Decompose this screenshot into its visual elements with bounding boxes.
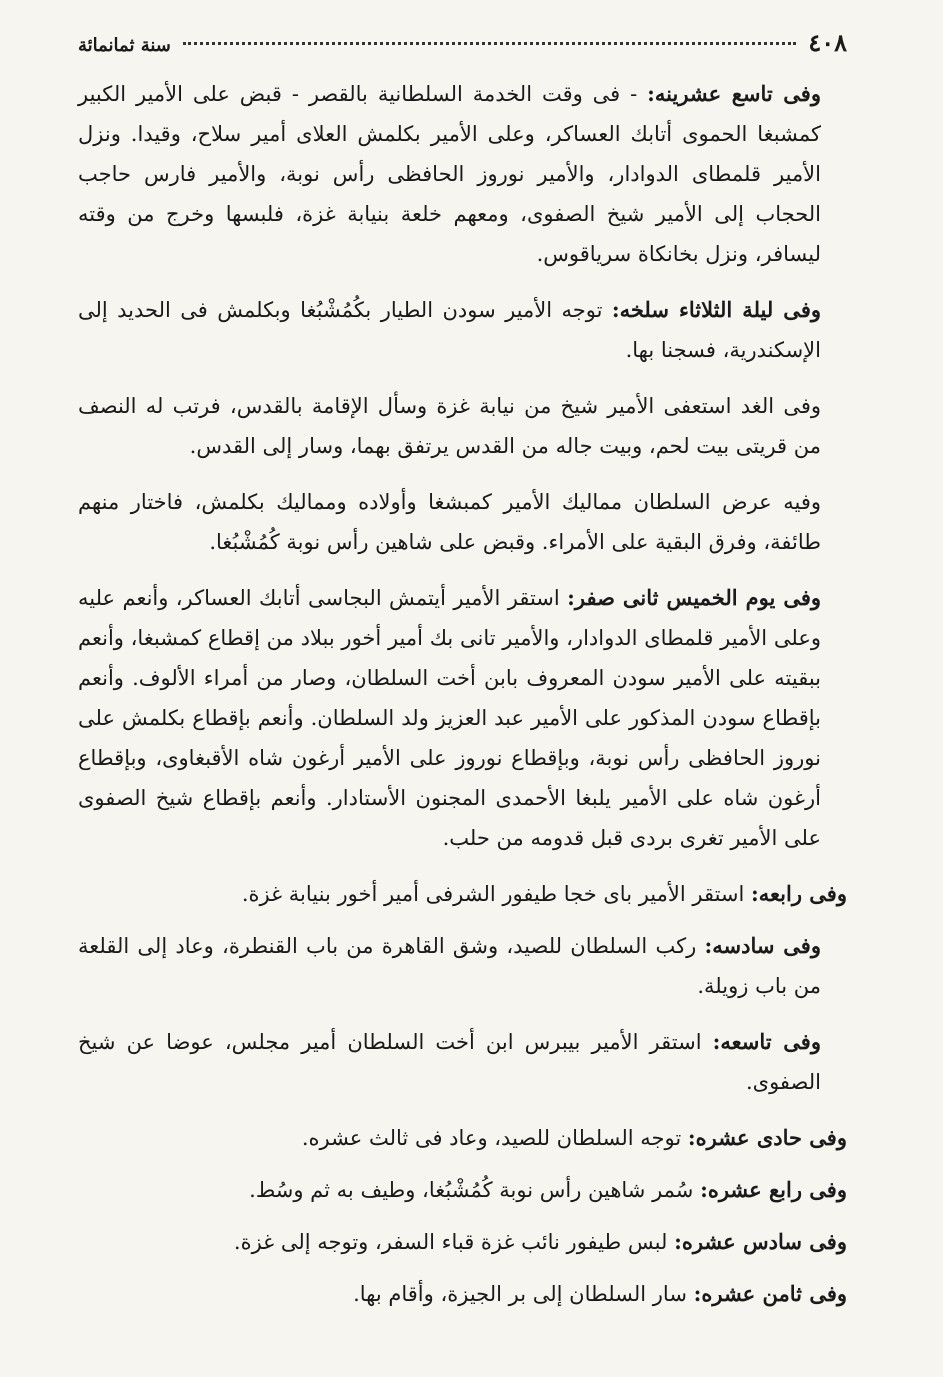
paragraph-entry-7 — [78, 926, 847, 1006]
entry-date-heading: وفى ثامن عشره: — [693, 1281, 847, 1306]
running-title: سنة ثمانمائة — [78, 35, 171, 56]
entry-date-heading: وفى سادس عشره: — [674, 1229, 847, 1254]
paragraph-entry-3 — [78, 386, 847, 466]
entry-text: سُمر شاهين رأس نوبة كُمُشْبُغا، وطيف به ثم وسُط. — [249, 1178, 701, 1202]
paragraph-entry-8 — [78, 1022, 847, 1102]
entry-date-heading: وفى حادى عشره: — [687, 1125, 847, 1150]
paragraph-entry-9 — [78, 1118, 847, 1158]
paragraph-entry-2 — [78, 290, 847, 370]
paragraph-entry-4 — [78, 482, 847, 562]
entry-date-heading: وفى رابع عشره: — [700, 1177, 847, 1202]
entry-text: وفيه عرض السلطان مماليك الأمير كمبشغا وأولاده ومماليك بكلمش، فاختار منهم طائفة، وفرق البقية على الأمراء. وقبض على شاهين رأس نوبة كُمُشْبُغا. — [78, 490, 821, 554]
paragraph-entry-6 — [78, 874, 847, 914]
entry-text: توجه الأمير سودن الطيار بكُمُشْبُغا وبكلمش فى الحديد إلى الإسكندرية، فسجنا بها. — [78, 298, 821, 362]
entry-text: ركب السلطان للصيد، وشق القاهرة من باب القنطرة، وعاد إلى القلعة من باب زويلة. — [78, 934, 821, 998]
paragraph-entry-11 — [78, 1222, 847, 1262]
entry-date-heading: وفى تاسع عشرينه: — [647, 81, 821, 106]
paragraph-entry-12 — [78, 1274, 847, 1314]
entry-date-heading: وفى ليلة الثلاثاء سلخه: — [611, 297, 821, 322]
entry-date-heading: وفى تاسعه: — [712, 1029, 821, 1054]
entry-date-heading: وفى سادسه: — [704, 933, 821, 958]
page-number: ٤٠٨ — [808, 28, 847, 57]
paragraph-entry-10 — [78, 1170, 847, 1210]
entry-text: وفى الغد استعفى الأمير شيخ من نيابة غزة وسأل الإقامة بالقدس، فرتب له النصف من قريتى بيت لحم، وبيت جاله من القدس يرتفق بهما، وسار إلى القدس. — [78, 394, 821, 458]
entry-date-heading: وفى رابعه: — [751, 881, 847, 906]
entry-date-heading: وفى يوم الخميس ثانى صفر: — [567, 585, 822, 610]
page-header — [78, 28, 847, 68]
entry-text: توجه السلطان للصيد، وعاد فى ثالث عشره. — [301, 1126, 688, 1150]
paragraph-entry-1 — [78, 74, 847, 274]
dotted-leader — [183, 42, 796, 45]
entry-text: استقر الأمير أيتمش البجاسى أتابك العساكر، وأنعم عليه وعلى الأمير قلمطاى الدوادار، والأمير تانى بك أمير أخور ببلاد من إقطاع كمشبغا، وأنعم ببقيته على الأمير سودن المعروف بابن أخت السلطان، وصار من أمراء الألوف. وأنعم بإقطاع سودن المذكور على الأمير عبد العزيز ولد السلطان. وأنعم بإقطاع بكلمش على نوروز الحافظى رأس نوبة، وبإقطاع نوروز على الأمير أرغون شاه الأقبغاوى، وبإقطاع أرغون شاه على الأمير يلبغا الأحمدى المجنون الأستادار. وأنعم بإقطاع شيخ الصفوى على الأمير تغرى بردى قبل قدومه من حلب. — [78, 586, 821, 850]
entry-text: استقر الأمير باى خجا طيفور الشرفى أمير أخور بنيابة غزة. — [241, 882, 752, 906]
entry-text: - فى وقت الخدمة السلطانية بالقصر - قبض على الأمير الكبير كمشبغا الحموى أتابك العساكر، وعلى الأمير بكلمش العلاى أمير سلاح، وقيدا. ونزل الأمير قلمطاى الدوادار، والأمير نوروز الحافظى رأس نوبة، والأمير فارس حاجب الحجاب إلى الأمير شيخ الصفوى، ومعهم خلعة بنيابة غزة، فلبسها وخرج من وقته ليسافر، ونزل بخانكاة سرياقوس. — [78, 82, 821, 266]
paragraph-entry-5 — [78, 578, 847, 858]
entry-text: استقر الأمير بيبرس ابن أخت السلطان أمير مجلس، عوضا عن شيخ الصفوى. — [78, 1030, 821, 1094]
entry-text: سار السلطان إلى بر الجيزة، وأقام بها. — [353, 1282, 694, 1306]
entry-text: لبس طيفور نائب غزة قباء السفر، وتوجه إلى غزة. — [233, 1230, 675, 1254]
